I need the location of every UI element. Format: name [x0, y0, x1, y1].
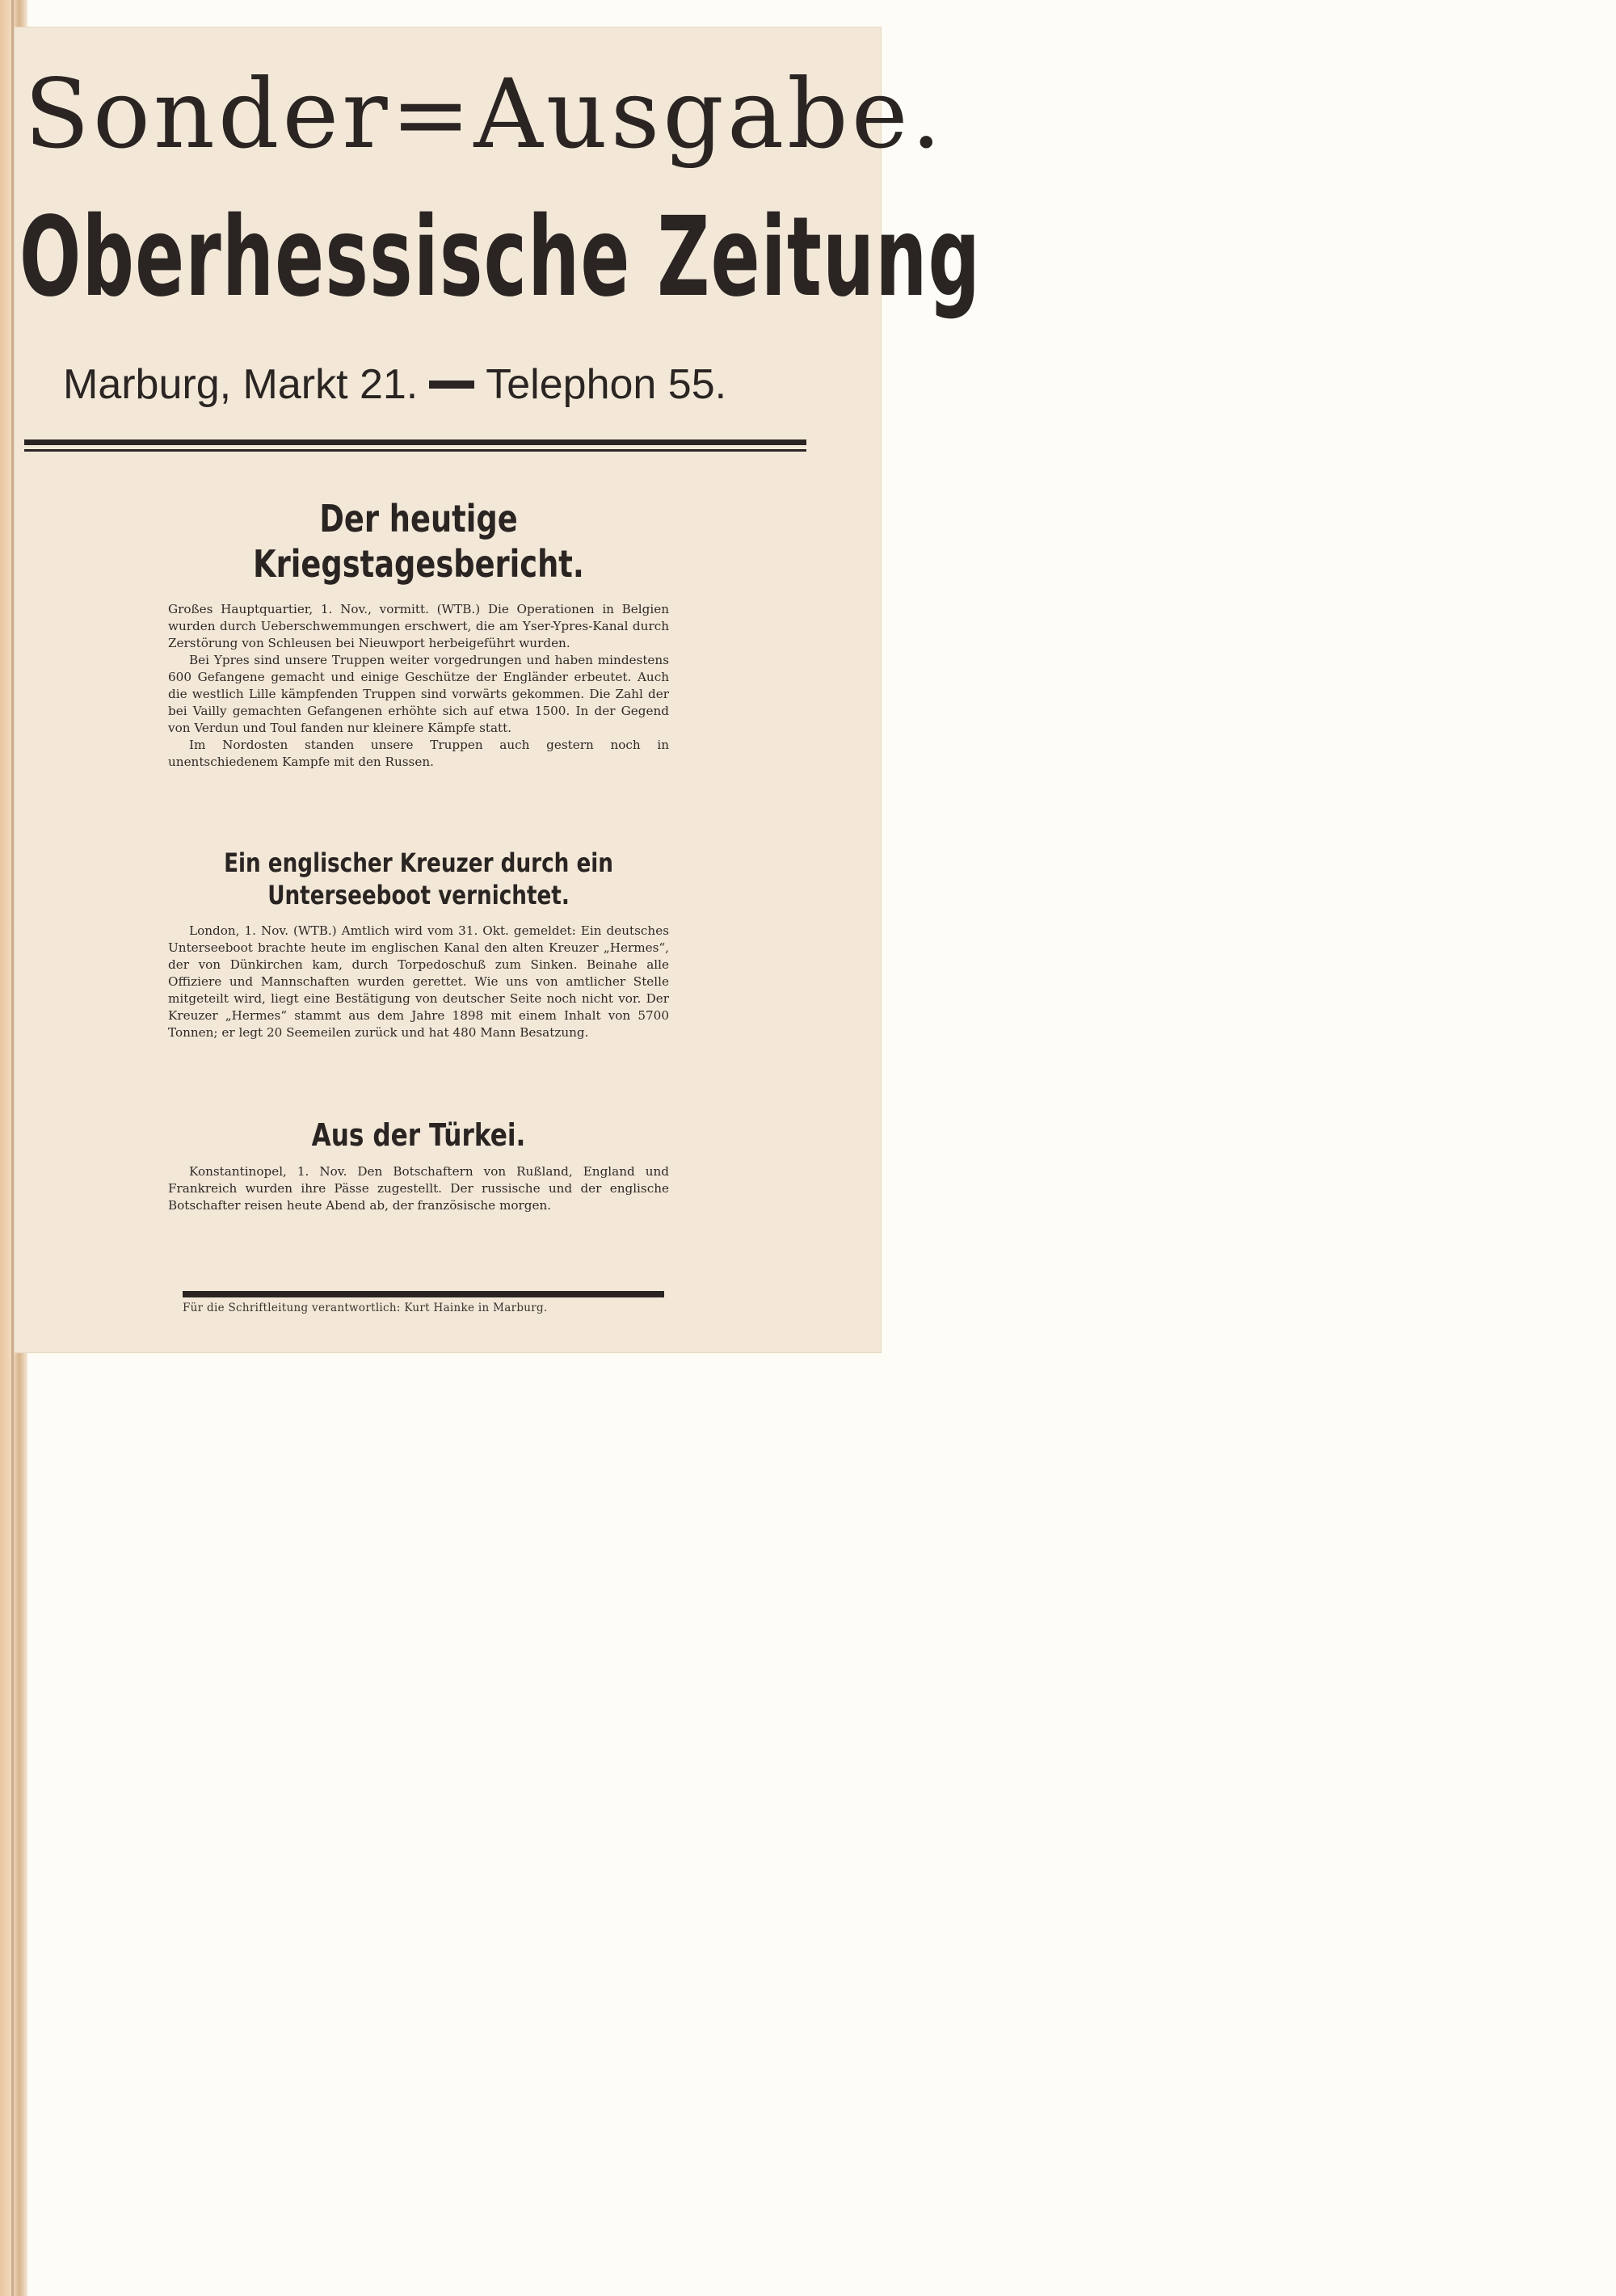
article-paragraph: Konstantinopel, 1. Nov. Den Botschaftern von Rußland, England und Frankreich wurden ihre Pässe zugestellt. Der russische und der englische Botschafter reisen heute Abend ab, der französische morgen. — [168, 1164, 669, 1213]
telephone: Telephon 55. — [486, 361, 727, 408]
newspaper-name: Oberhessische Zeitung — [19, 194, 982, 322]
dash-separator — [429, 381, 474, 389]
article-headline: Aus der Türkei. — [311, 1117, 526, 1153]
edition-title: Sonder=Ausgabe. — [24, 58, 945, 170]
article-body — [168, 601, 669, 771]
article-headline: Ein englischer Kreuzer durch ein Unterseeboot vernichtet. — [224, 847, 613, 910]
address: Marburg, Markt 21. — [63, 361, 419, 408]
article-paragraph: London, 1. Nov. (WTB.) Amtlich wird vom 31. Okt. gemeldet: Ein deutsches Unterseeboot brachte heute im englischen Kanal den alten Kreuzer „Hermes“, der von Dünkirchen kam, durch Torpedoschuß zum Sinken. Beinahe alle Offiziere und Mannschaften wurden gerettet. Wie uns von amtlicher Stelle mitgeteilt wird, liegt eine Bestätigung von deutscher Seite noch nicht vor. Der Kreuzer „Hermes“ stammt aus dem Jahre 1898 mit einem Inhalt von 5700 Tonnen; er legt 20 Seemeilen zurück und hat 480 Mann Besatzung. — [168, 923, 669, 1040]
article-cruiser-sunk — [168, 847, 669, 1041]
article-paragraph: Großes Hauptquartier, 1. Nov., vormitt. (WTB.) Die Operationen in Belgien wurden durch Ueberschwemmungen erschwert, die am Yser-Ypres-Kanal durch Zerstörung von Schleusen bei Nieuwport herbeigeführt wurden. — [168, 602, 669, 650]
article-body — [168, 923, 669, 1041]
article-war-report — [168, 496, 669, 771]
footer-rule — [183, 1291, 664, 1297]
article-headline: Der heutige Kriegstagesbericht. — [253, 497, 584, 586]
newspaper-special-edition — [15, 27, 982, 1352]
article-body — [168, 1163, 669, 1214]
footer-imprint: Für die Schriftleitung verantwortlich: Kurt Hainke in Marburg. — [183, 1301, 548, 1314]
masthead-rule-thick — [24, 439, 806, 445]
article-turkey — [168, 1116, 669, 1214]
article-paragraph: Bei Ypres sind unsere Truppen weiter vorgedrungen und haben mindestens 600 Gefangene gemacht und einige Geschütze der Engländer erbeutet. Auch die westlich Lille kämpfenden Truppen sind vorwärts gekommen. Die Zahl der bei Vailly gemachten Gefangenen erhöhte sich auf etwa 1500. In der Gegend von Verdun und Toul fanden nur kleinere Kämpfe statt. — [168, 653, 669, 735]
article-paragraph: Im Nordosten standen unsere Truppen auch gestern noch in unentschiedenem Kampfe mit den Russen. — [168, 738, 669, 769]
masthead-address-line — [63, 359, 806, 410]
masthead-rule-thin — [24, 449, 806, 452]
